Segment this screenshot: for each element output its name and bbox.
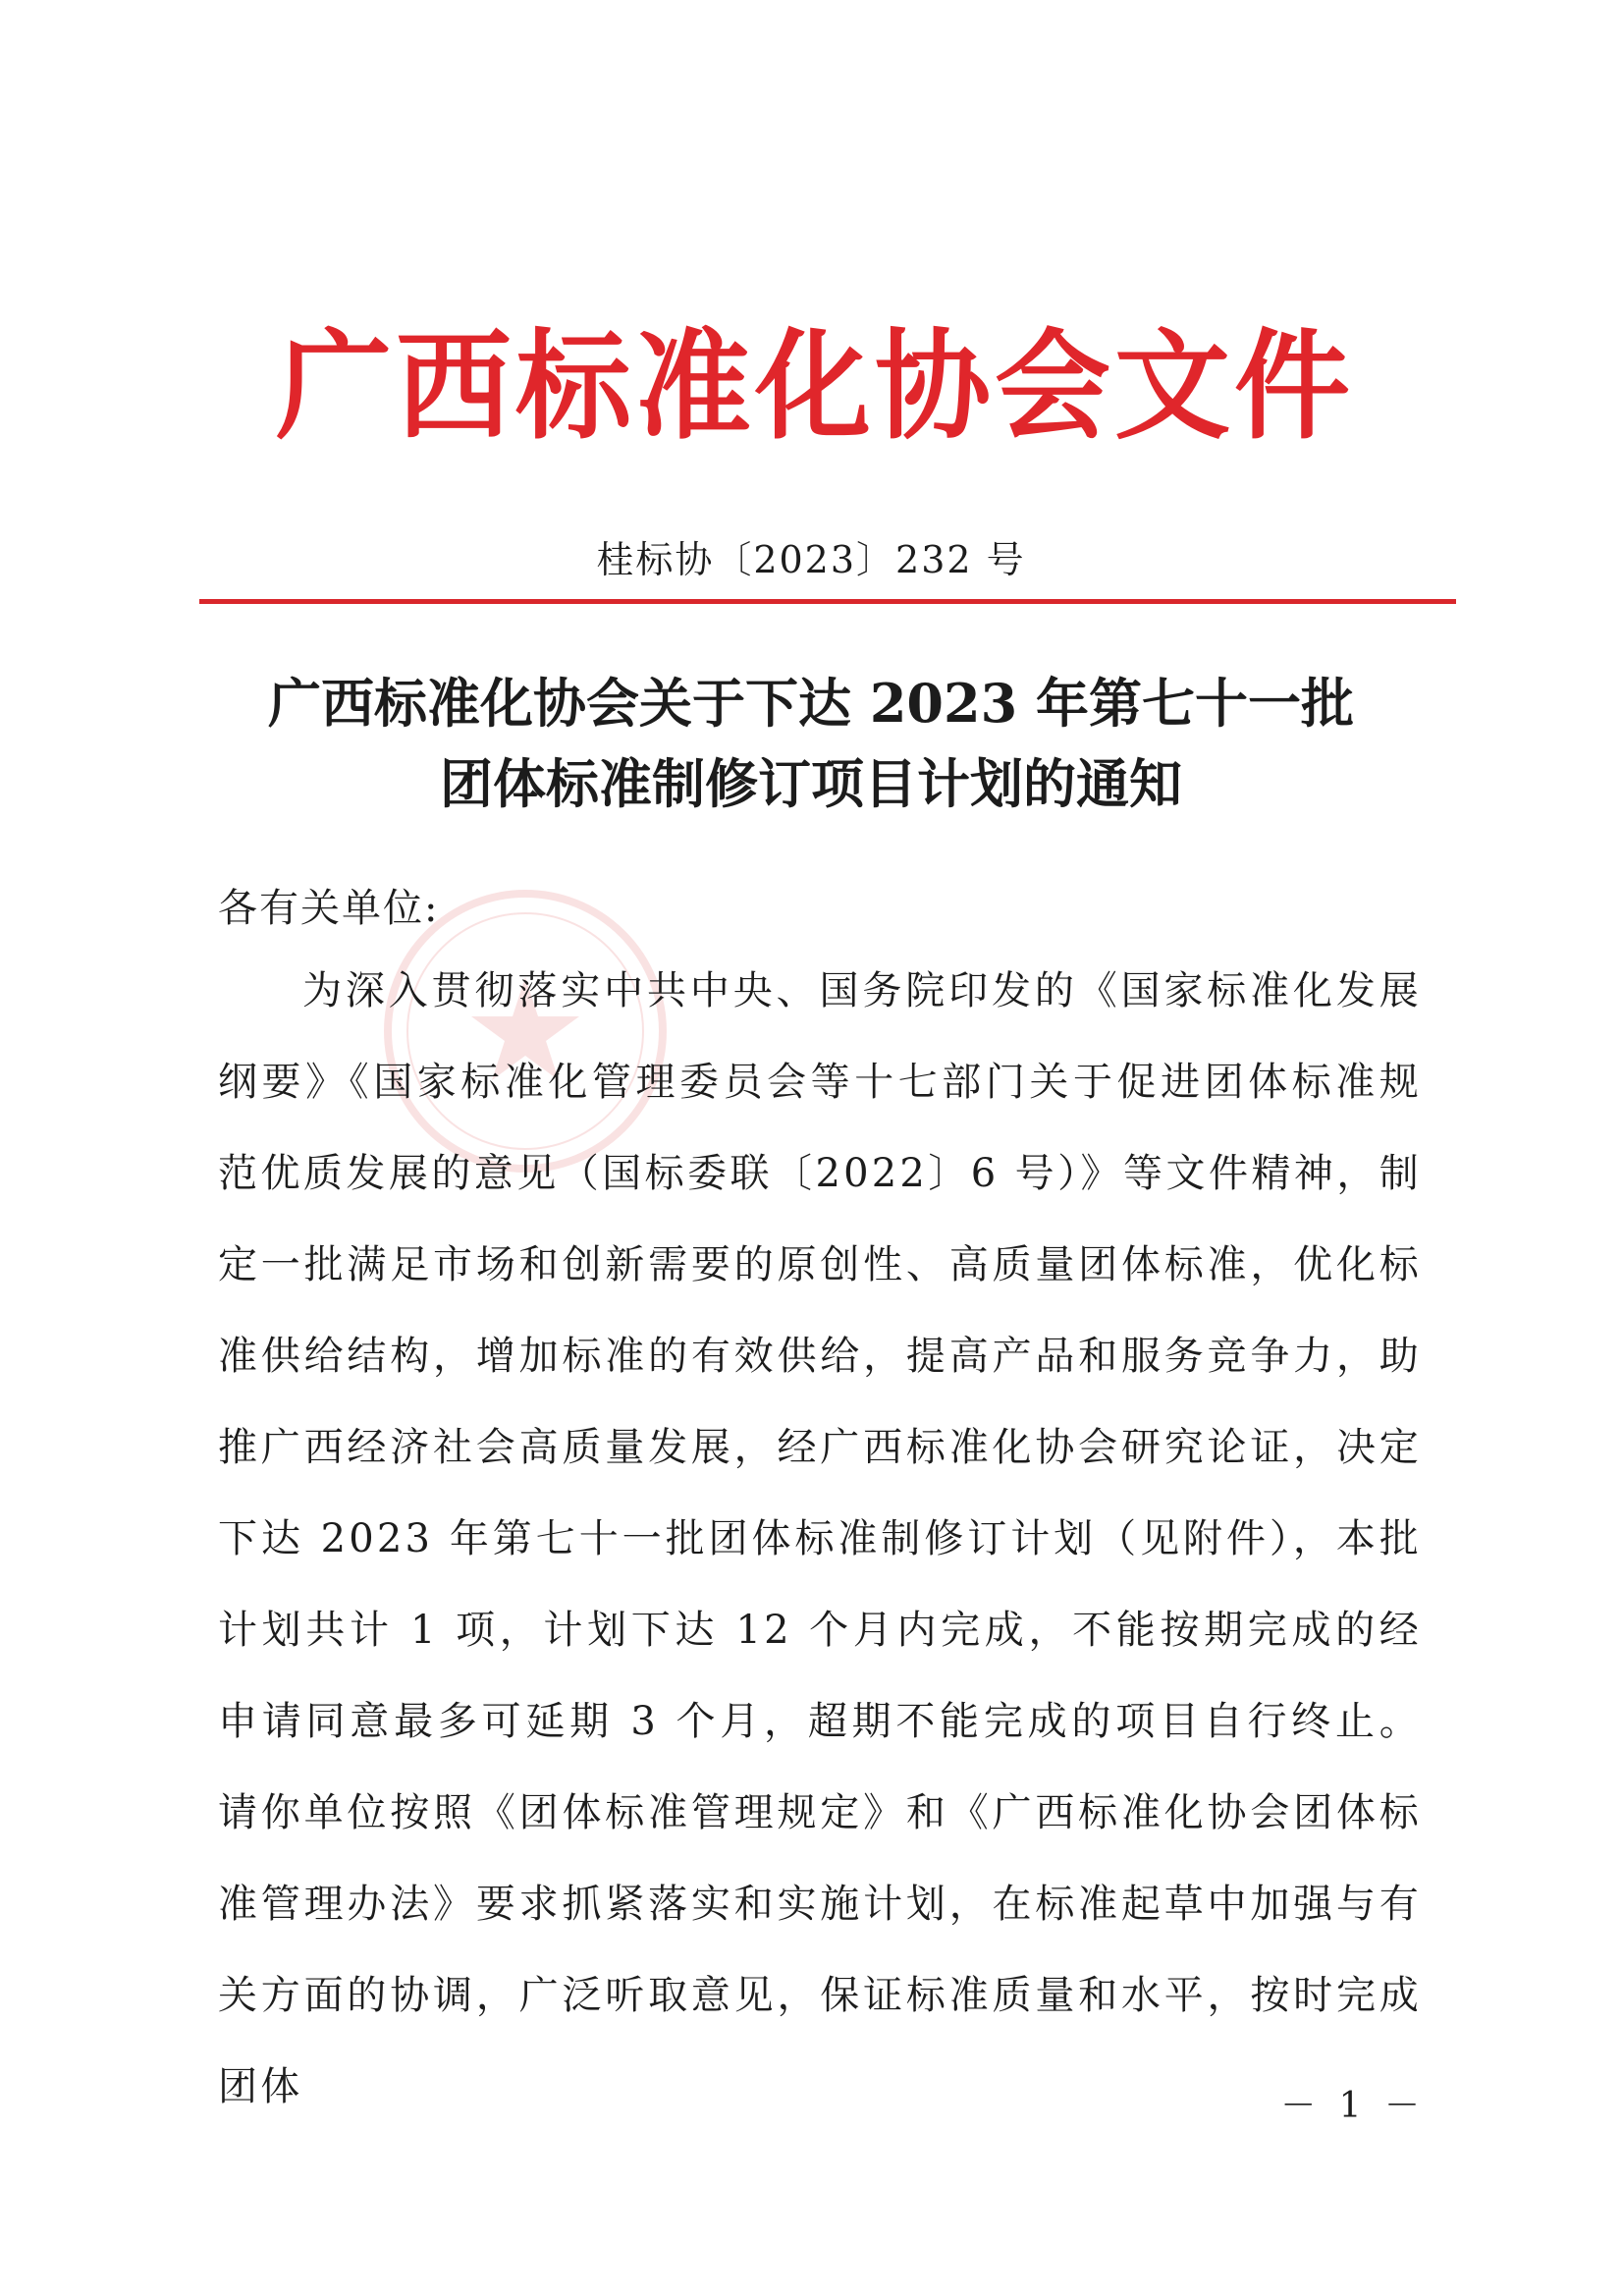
- issuer-header-title: 广西标准化协会文件: [275, 316, 1354, 456]
- page-number: － 1 －: [1280, 2086, 1426, 2126]
- notice-title-line-1: 广西标准化协会关于下达 2023 年第七十一批: [268, 672, 1354, 735]
- document-number: 桂标协〔2023〕232 号: [596, 538, 1026, 581]
- notice-title-line-2: 团体标准制修订项目计划的通知: [440, 752, 1182, 815]
- salutation: 各有关单位:: [218, 886, 440, 931]
- notice-title: [157, 663, 1465, 824]
- body-paragraph: 为深入贯彻落实中共中央、国务院印发的《国家标准化发展纲要》《国家标准化管理委员会等十七部门关于促进团体标准规范优质发展的意见（国标委联〔2022〕6 号）》等文件精神，制定一批满足市场和创新需要的原创性、高质量团体标准，优化标准供给结构，增加标准的有效供给，提高产品和服务竞争力，助推广西经济社会高质量发展，经广西标准化协会研究论证，决定下达 2023 年第七十一批团体标准制修订计划（见附件），本批计划共计 1 项，计划下达 12 个月内完成，不能按期完成的经申请同意最多可延期 3 个月，超期不能完成的项目自行终止。请你单位按照《团体标准管理规定》和《广西标准化协会团体标准管理办法》要求抓紧落实和实施计划，在标准起草中加强与有关方面的协调，广泛听取意见，保证标准质量和水平，按时完成团体: [218, 968, 1422, 2109]
- red-divider-line: [199, 599, 1456, 604]
